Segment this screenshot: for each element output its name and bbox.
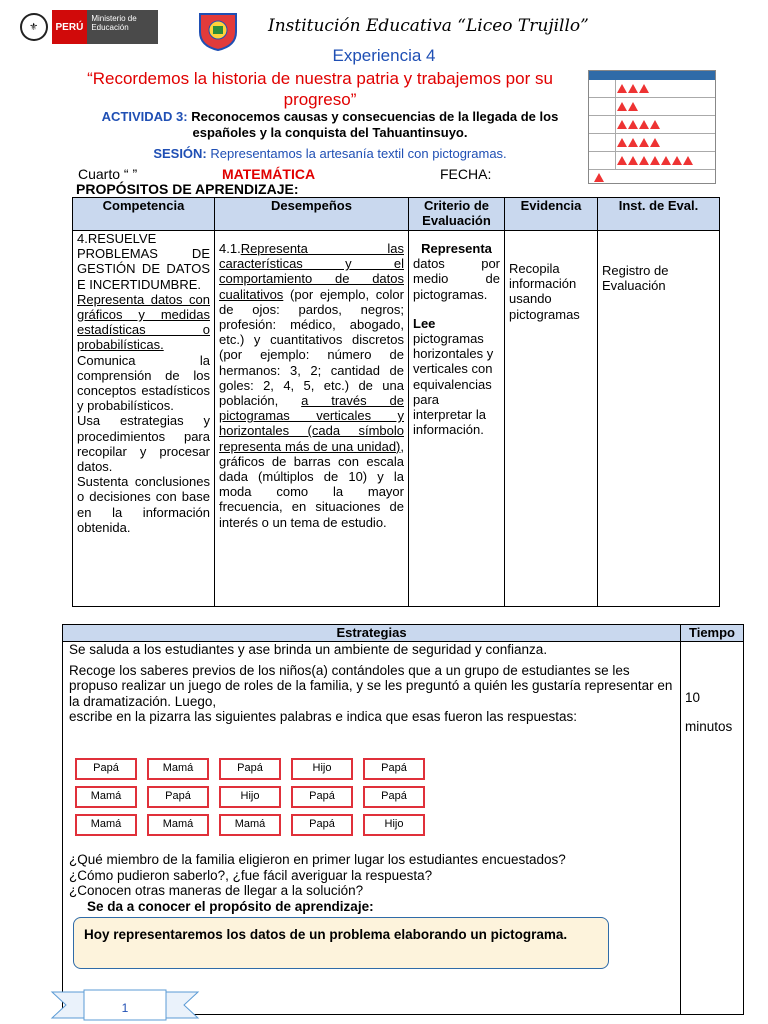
triangle-icon [628, 120, 638, 129]
criterio-text: pictogramas horizontales y verticales con equivalencias para interpretar la información. [413, 331, 494, 438]
triangle-icon [617, 84, 627, 93]
word-grid [75, 758, 425, 836]
competencia-item: Representa datos con gráficos y medidas estadísticas o probabilísticas. [77, 291, 210, 353]
criterio-keyword: Representa [421, 241, 492, 256]
strategy-paragraph: Se saluda a los estudiantes y ase brinda un ambiente de seguridad y confianza. [69, 642, 548, 657]
learning-goal-box: Hoy representaremos los datos de un problema elaborando un pictograma. [73, 917, 609, 969]
triangle-icon [639, 138, 649, 147]
activity-label: ACTIVIDAD 3: [101, 109, 188, 124]
header-evidencia: Evidencia [505, 198, 598, 231]
national-seal-icon: ⚜ [20, 13, 48, 41]
triangle-icon [617, 102, 627, 111]
evidencia-cell [505, 231, 598, 607]
criterio-cell [409, 231, 505, 607]
word-card: Papá [75, 758, 137, 780]
subject-label: MATEMÁTICA [222, 166, 316, 182]
desempeno-part: Representa las características y el comportamiento de datos cualitativos [219, 241, 404, 302]
instrumento-cell [598, 231, 720, 607]
competencia-cell [73, 231, 215, 607]
desempeno-part: (por ejemplo, color de ojos: pardos, negros; profesión: médico, abogado, etc.) y cuantitativos discretos (por ejemplo: número de hermanos: 3, 2; cantidad de goles: 2, 4, 5, etc.) de una población, [219, 286, 404, 409]
ministry-logo [20, 10, 158, 44]
strategies-cell [63, 642, 681, 1015]
triangle-icon [672, 156, 682, 165]
desempeno-number: 4.1. [219, 241, 241, 256]
triangle-icon [650, 156, 660, 165]
pictogram-row [589, 80, 715, 98]
header-estrategias: Estrategias [63, 625, 681, 642]
purposes-table [72, 197, 720, 607]
session-label: SESIÓN: [153, 146, 207, 161]
peru-label: PERÚ [52, 10, 88, 44]
header-criterio: Criterio de Evaluación [409, 198, 505, 231]
grade-label: Cuarto “ ” [78, 166, 138, 182]
pictogram-row [589, 116, 715, 134]
triangle-icon [639, 84, 649, 93]
pictogram-legend [589, 170, 715, 184]
triangle-icon [617, 138, 627, 147]
triangle-icon [650, 138, 660, 147]
strategy-paragraph: Recoge los saberes previos de los niños(a) contándoles que a un grupo de estudiantes se les propuso realizar un juego de roles de la familia, y se les preguntó a quién les gustaría representar en la dramatización. Luego, [69, 662, 673, 709]
session-text: Representamos la artesanía textil con pictogramas. [210, 146, 507, 161]
triangle-icon [617, 120, 627, 129]
triangle-icon [628, 156, 638, 165]
pictogram-row [589, 152, 715, 170]
header-tiempo: Tiempo [681, 625, 744, 642]
triangle-icon [650, 120, 660, 129]
triangle-icon [628, 102, 638, 111]
word-card: Papá [219, 758, 281, 780]
session-heading [80, 146, 580, 161]
triangle-icon [683, 156, 693, 165]
table-row [73, 231, 720, 607]
institution-title: Institución Educativa “Liceo Trujillo” [268, 16, 589, 36]
time-unit: minutos [685, 719, 733, 734]
triangle-icon [628, 84, 638, 93]
word-card: Papá [291, 814, 353, 836]
triangle-icon [628, 138, 638, 147]
desempeno-cell [215, 231, 409, 607]
time-cell [681, 642, 744, 1015]
desempeno-part: a través de pictogramas verticales y horizontales (cada símbolo representa más de una unidad), [219, 393, 404, 454]
header-competencia: Competencia [73, 198, 215, 231]
date-label: FECHA: [440, 166, 492, 182]
page-number: 1 [121, 1001, 129, 1015]
question: ¿Conocen otras maneras de llegar a la solución? [69, 883, 364, 898]
purposes-title: PROPÓSITOS DE APRENDIZAJE: [76, 181, 299, 197]
purpose-intro: Se da a conocer el propósito de aprendizaje: [87, 898, 374, 914]
pictogram-row [589, 98, 715, 116]
criterio-text: datos por medio de pictogramas. [413, 256, 500, 302]
triangle-icon [661, 156, 671, 165]
pictogram-row [589, 134, 715, 152]
word-card: Papá [363, 786, 425, 808]
strategies-table [62, 624, 744, 1015]
competencia-item: Comunica la comprensión de los conceptos estadísticos y probabilísticos. [77, 352, 210, 414]
motto: “Recordemos la historia de nuestra patria y trabajemos por su progreso” [87, 69, 553, 109]
time-value: 10 [685, 690, 701, 705]
table-header-row [63, 625, 744, 642]
pictogram-thumbnail [588, 70, 716, 184]
triangle-icon [639, 156, 649, 165]
word-card: Mamá [75, 786, 137, 808]
experience-title: Experiencia 4 [332, 46, 436, 65]
evidencia-text: Recopila información usando pictogramas [509, 261, 580, 322]
desempeno-part: gráficos de barras con escala dada (múltiplos de 10) y la moda como la mayor frecuencia, en situaciones de interés o un tema de estudio. [219, 453, 404, 530]
word-card: Mamá [219, 814, 281, 836]
word-card: Papá [147, 786, 209, 808]
word-card: Hijo [363, 814, 425, 836]
header-desempenos: Desempeños [215, 198, 409, 231]
word-card: Papá [363, 758, 425, 780]
pictogram-thumbnail-header [589, 71, 715, 80]
ministry-label: Ministerio de Educación [87, 10, 158, 44]
activity-text: Reconocemos causas y consecuencias de la llegada de los españoles y la conquista del Tahuantinsuyo. [191, 109, 559, 140]
page-number-ribbon [50, 988, 200, 1022]
criterio-keyword: Lee [413, 315, 436, 331]
activity-heading [80, 109, 580, 141]
question: ¿Cómo pudieron saberlo?, ¿fue fácil averiguar la respuesta? [69, 867, 433, 883]
question: ¿Qué miembro de la familia eligieron en primer lugar los estudiantes encuestados? [69, 852, 566, 867]
word-card: Hijo [291, 758, 353, 780]
header-instrumento: Inst. de Eval. [598, 198, 720, 231]
table-header-row [73, 198, 720, 231]
word-card: Mamá [75, 814, 137, 836]
strategy-paragraph: escribe en la pizarra las siguientes palabras e indica que esas fueron las respuestas: [69, 709, 578, 724]
instrumento-text: Registro de Evaluación [602, 263, 669, 294]
word-card: Papá [291, 786, 353, 808]
competencia-title: 4.RESUELVE PROBLEMAS DE GESTIÓN DE DATOS E INCERTIDUMBRE. [77, 231, 210, 292]
table-row [63, 642, 744, 1015]
competencia-item: Usa estrategias y procedimientos para recopilar y procesar datos. [77, 413, 210, 475]
word-card: Mamá [147, 758, 209, 780]
word-card: Mamá [147, 814, 209, 836]
triangle-icon [617, 156, 627, 165]
triangle-icon [639, 120, 649, 129]
word-card: Hijo [219, 786, 281, 808]
competencia-item: Sustenta conclusiones o decisiones con base en la información obtenida. [77, 474, 210, 535]
triangle-icon [594, 173, 604, 182]
